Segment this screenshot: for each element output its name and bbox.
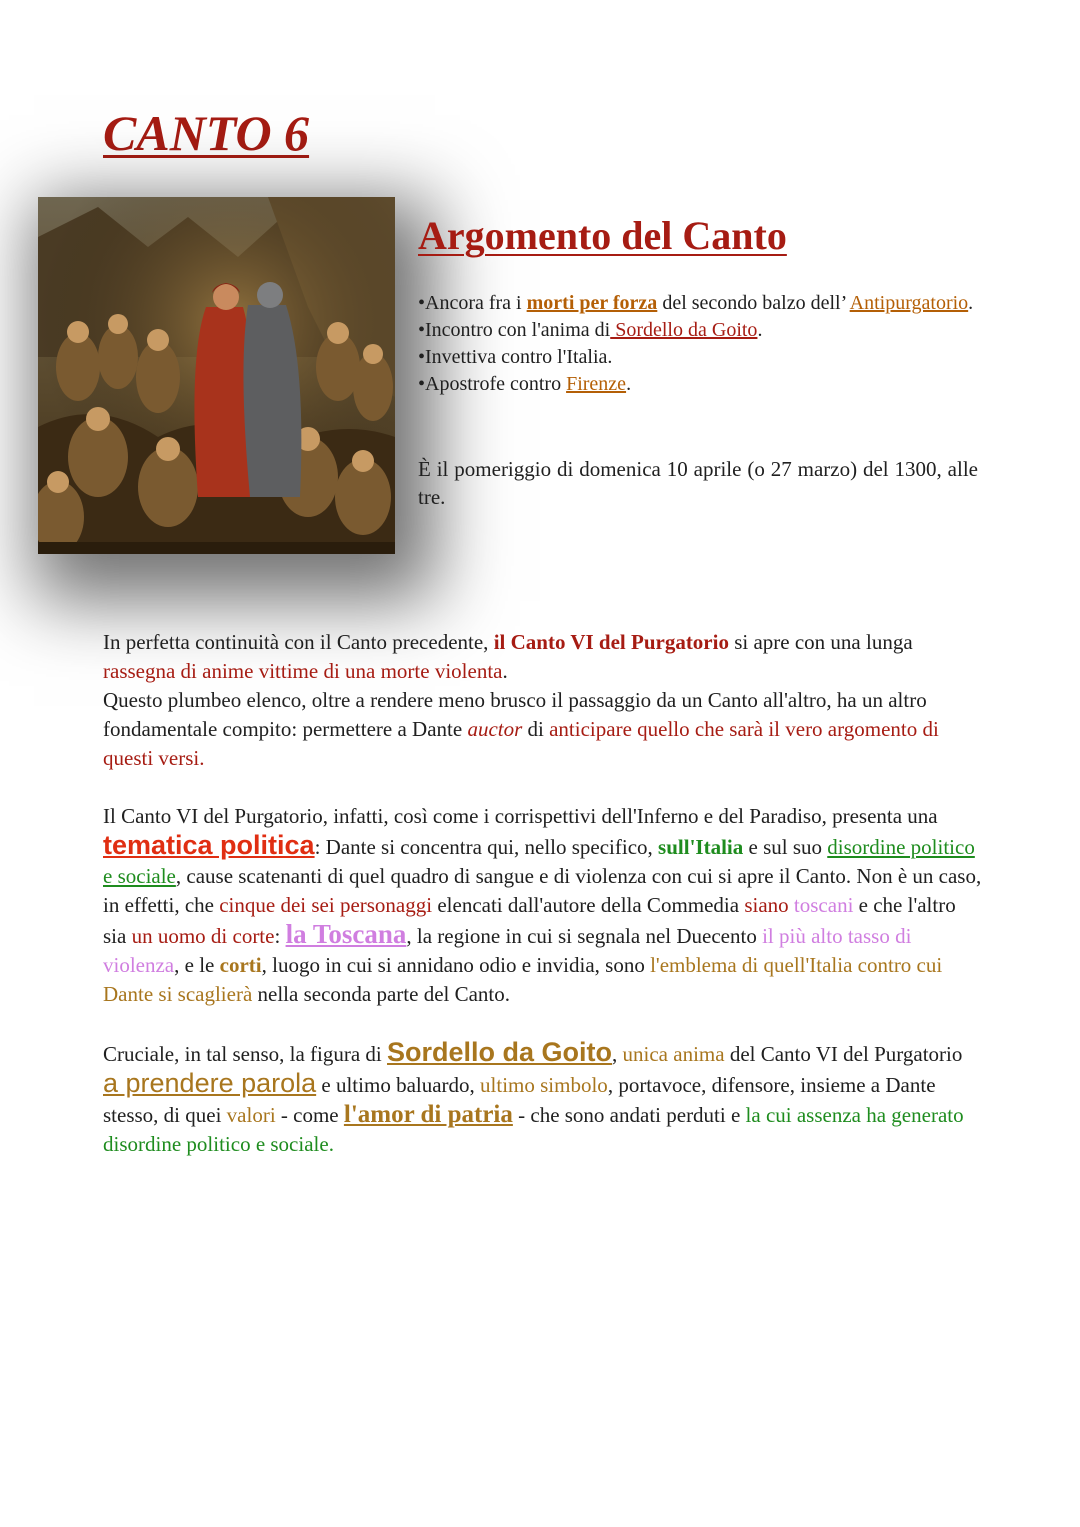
text: Questo plumbeo elenco, oltre a rendere meno brusco il passaggio da un Canto all'altro, ha un altro fondamentale compito: permettere a Dante	[103, 688, 927, 741]
text: del secondo balzo dell’	[657, 292, 850, 314]
text: •Ancora fra i	[418, 292, 527, 314]
body-text	[103, 628, 983, 1188]
text: l'amor di patria	[343, 1101, 513, 1128]
painting-illustration	[38, 197, 395, 554]
text: - che sono andati perduti e	[512, 1103, 746, 1127]
text: , e le	[174, 953, 220, 977]
text: la Toscana	[285, 919, 407, 949]
link-firenze[interactable]: Firenze	[566, 373, 627, 395]
text: e che l'altro sia	[103, 893, 956, 948]
text: valori	[226, 1103, 276, 1127]
text: .	[757, 319, 763, 341]
text: del Canto VI del Purgatorio	[724, 1042, 963, 1066]
text: .	[502, 659, 508, 683]
text: il Canto VI del Purgatorio	[493, 630, 729, 654]
text: .	[968, 292, 974, 314]
link-antipurgatorio[interactable]: Antipurgatorio	[849, 292, 969, 314]
text: si apre con una lunga	[728, 630, 913, 654]
text: un uomo di corte	[131, 924, 275, 948]
page-title: CANTO 6	[103, 105, 310, 161]
text: .	[626, 373, 632, 395]
text: tematica politica	[103, 830, 315, 860]
text: •Incontro con l'anima di	[418, 319, 611, 341]
text: a prendere parola	[103, 1068, 317, 1098]
text: di	[522, 717, 550, 741]
text: il più alto tasso di violenza	[103, 924, 912, 977]
text: , la regione in cui si segnala nel Duecento	[406, 924, 763, 948]
list-item	[418, 344, 978, 371]
text: unica anima	[622, 1042, 725, 1066]
topic-list	[418, 290, 978, 398]
text: l'emblema di quell'Italia contro cui Dante si scaglierà	[103, 953, 943, 1006]
link-sordello[interactable]: Sordello da Goito	[610, 319, 758, 341]
text: anticipare quello che sarà il vero argomento di questi versi.	[103, 717, 939, 770]
text: Il Canto VI del Purgatorio, infatti, così come i corrispettivi dell'Inferno e del Paradiso, presenta una	[103, 804, 938, 828]
text: rassegna di anime vittime di una morte violenta	[103, 659, 503, 683]
link-disordine[interactable]: disordine politico e sociale	[103, 835, 975, 888]
date-line: È il pomeriggio di domenica 10 aprile (o 27 marzo) del 1300, alle tre.	[418, 457, 978, 509]
paragraph-politics	[103, 802, 983, 1009]
text: - come	[275, 1103, 344, 1127]
text: cinque dei sei personaggi	[219, 893, 433, 917]
section-title: Argomento del Canto	[418, 213, 787, 258]
text: •Invettiva contro l'Italia.	[418, 346, 613, 368]
text: : Dante si concentra qui, nello specifico,	[314, 835, 659, 859]
text: corti	[219, 953, 262, 977]
text: sull'Italia	[658, 835, 744, 859]
text: •Apostrofe contro	[418, 373, 567, 395]
list-item	[418, 290, 978, 317]
text: elencati dall'autore della Commedia	[432, 893, 745, 917]
paragraph-sordello	[103, 1038, 983, 1159]
text: ,	[612, 1042, 623, 1066]
painting-image	[38, 197, 395, 554]
text: :	[274, 924, 286, 948]
list-item	[418, 317, 978, 344]
text: Sordello da Goito	[387, 1037, 613, 1067]
text: , cause scatenanti di quel quadro di sangue e di violenza con cui si apre il Canto. Non è un caso, in effetti, che	[103, 864, 982, 917]
text: ultimo simbolo	[480, 1073, 608, 1097]
text: la cui assenza ha generato disordine politico e sociale.	[103, 1103, 964, 1156]
text: , portavoce, difensore, insieme a Dante stesso, di quei	[103, 1073, 936, 1127]
text: e sul suo	[743, 835, 828, 859]
text: auctor	[467, 717, 523, 741]
text: toscani	[793, 893, 854, 917]
text: e ultimo baluardo,	[316, 1073, 481, 1097]
paragraph-intro	[103, 628, 983, 773]
text: In perfetta continuità con il Canto precedente,	[103, 630, 494, 654]
list-item	[418, 371, 978, 398]
highlight: morti per forza	[526, 292, 658, 314]
text: nella seconda parte del Canto.	[252, 982, 511, 1006]
text: , luogo in cui si annidano odio e invidia, sono	[261, 953, 651, 977]
text: siano	[744, 893, 789, 917]
text: Cruciale, in tal senso, la figura di	[103, 1042, 388, 1066]
